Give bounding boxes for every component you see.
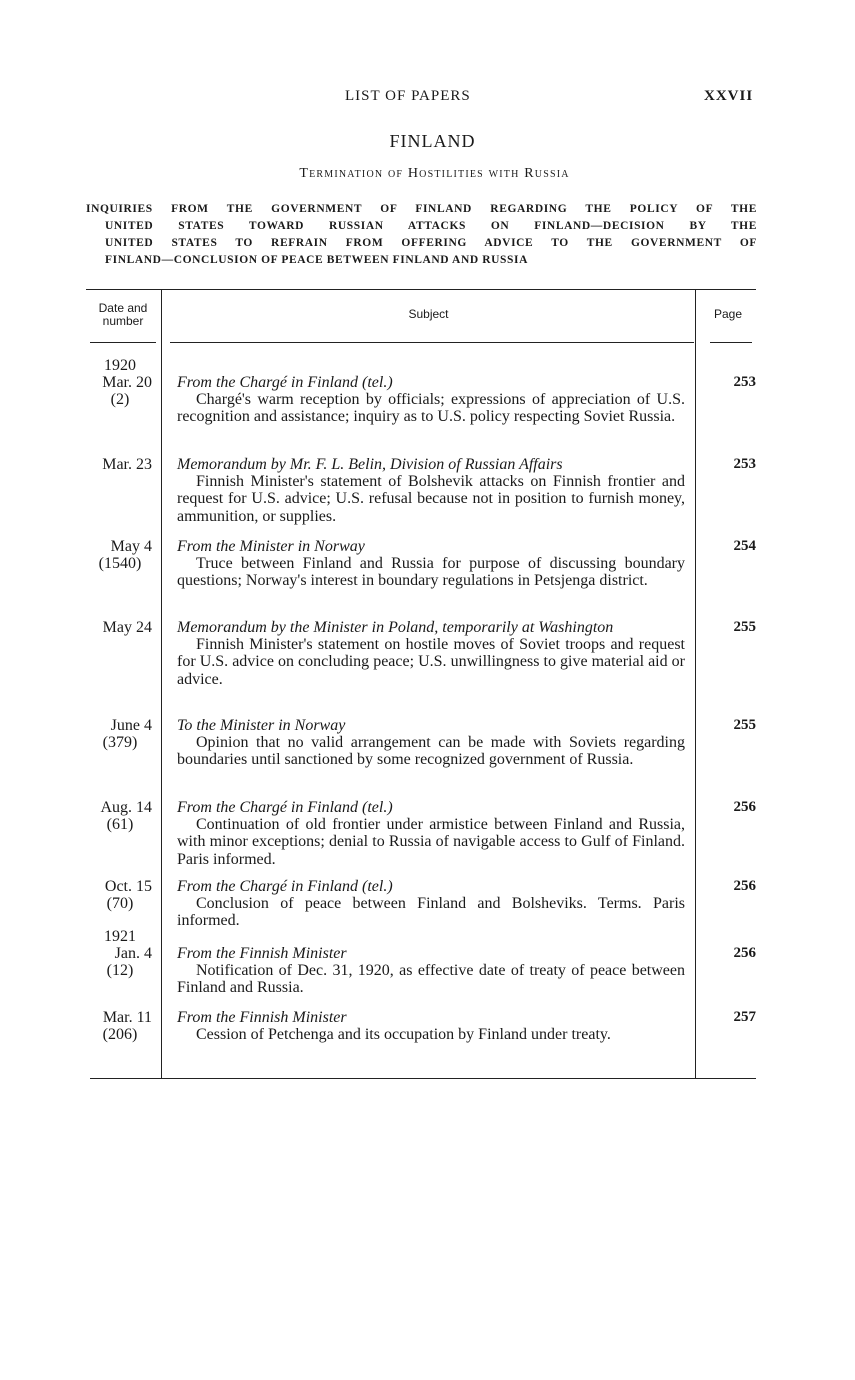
entry-description: Conclusion of peace between Finland and Bolsheviks. Terms. Paris informed. <box>177 895 685 930</box>
entry-year: 1920 <box>104 357 136 374</box>
summary-line: FINLAND—CONCLUSION OF PEACE BETWEEN FINLAND AND RUSSIA <box>105 254 529 266</box>
entry-page: 255 <box>733 619 756 635</box>
entry-description: Truce between Finland and Russia for purpose of discussing boundary questions; Norway's interest in boundary regulations in Petsjenga district. <box>177 555 685 590</box>
entry-page: 257 <box>733 1009 756 1025</box>
entry-title: From the Chargé in Finland (tel.) <box>177 374 393 391</box>
entry-description: Opinion that no valid arrangement can be made with Soviets regarding boundaries until sanctioned by some recognized government of Russia. <box>177 734 685 769</box>
section-summary <box>86 201 757 269</box>
entry-description: Notification of Dec. 31, 1920, as effective date of treaty of peace between Finland and Russia. <box>177 962 685 997</box>
table-top-rule <box>86 289 756 290</box>
entry-date <box>86 717 154 751</box>
entry-title: From the Chargé in Finland (tel.) <box>177 799 393 816</box>
entry-title: From the Minister in Norway <box>177 538 365 555</box>
table-bottom-rule <box>90 1078 756 1079</box>
entry-title: From the Chargé in Finland (tel.) <box>177 878 393 895</box>
entry-date <box>86 357 154 408</box>
entry-page: 254 <box>733 538 756 554</box>
entry-date-day: June 4 <box>110 717 152 734</box>
entry-number: (1540) <box>98 555 142 572</box>
entry-date <box>86 619 154 636</box>
column-header-subject: Subject <box>408 307 449 321</box>
summary-line: INQUIRIES FROM THE GOVERNMENT OF FINLAND REGARDING THE POLICY OF THE <box>86 203 757 215</box>
entry-subject <box>177 456 685 525</box>
entry-year: 1921 <box>104 928 136 945</box>
entry-subject <box>177 374 685 426</box>
entry-description: Finnish Minister's statement of Bolshevik attacks on Finnish frontier and request for U.S. advice; U.S. refusal because not in position to furnish money, ammunition, or supplies. <box>177 473 685 525</box>
entry-title: Memorandum by the Minister in Poland, temporarily at Washington <box>177 619 614 636</box>
entry-page: 255 <box>733 717 756 733</box>
entry-subject <box>177 619 685 688</box>
entry-description: Finnish Minister's statement on hostile moves of Soviet troops and request for U.S. advice on concluding peace; U.S. unwillingness to give material aid or advice. <box>177 636 685 688</box>
entry-date-day: Mar. 20 <box>102 374 152 391</box>
entry-title: From the Finnish Minister <box>177 945 347 962</box>
entry-title: Memorandum by Mr. F. L. Belin, Division of Russian Affairs <box>177 456 563 473</box>
entry-subject <box>177 538 685 590</box>
entry-date <box>86 799 154 833</box>
entry-description: Chargé's warm reception by officials; expressions of appreciation of U.S. recognition and assistance; inquiry as to U.S. policy respecting Soviet Russia. <box>177 391 685 426</box>
summary-line: UNITED STATES TO REFRAIN FROM OFFERING ADVICE TO THE GOVERNMENT OF <box>105 237 757 249</box>
running-head <box>0 88 855 110</box>
entry-date-day: Mar. 23 <box>102 456 152 473</box>
column-header-page: Page <box>713 307 743 321</box>
entry-number: (12) <box>106 962 134 979</box>
entry-date <box>86 1009 154 1043</box>
entry-number: (206) <box>102 1026 138 1043</box>
entry-date-day: Mar. 11 <box>102 1009 152 1026</box>
entry-date <box>86 456 154 473</box>
entry-number: (61) <box>106 816 134 833</box>
column-header-date: Date and number <box>98 301 148 328</box>
entry-date <box>86 538 154 572</box>
entry-subject <box>177 878 685 930</box>
entry-date <box>86 878 154 912</box>
section-title: Termination of Hostilities with Russia <box>299 166 570 181</box>
entry-subject <box>177 945 685 997</box>
page-number: XXVII <box>704 88 754 104</box>
entry-subject <box>177 717 685 769</box>
entry-page: 256 <box>733 799 756 815</box>
entry-page: 253 <box>733 374 756 390</box>
entry-number: (379) <box>102 734 138 751</box>
header-underline-date <box>90 342 156 343</box>
entry-date-day: Aug. 14 <box>100 799 152 816</box>
entry-page: 253 <box>733 456 756 472</box>
entry-page: 256 <box>733 878 756 894</box>
entry-subject <box>177 799 685 868</box>
entry-date-day: Oct. 15 <box>104 878 152 895</box>
entry-subject <box>177 1009 685 1043</box>
header-underline-subject <box>170 342 694 343</box>
entry-date-day: Jan. 4 <box>114 945 152 962</box>
entry-title: To the Minister in Norway <box>177 717 346 734</box>
column-divider-right <box>695 290 696 1078</box>
entry-title: From the Finnish Minister <box>177 1009 347 1026</box>
column-divider-left <box>161 290 162 1078</box>
entry-description: Cession of Petchenga and its occupation by Finland under treaty. <box>196 1026 611 1044</box>
country-heading: FINLAND <box>389 131 476 151</box>
summary-line: UNITED STATES TOWARD RUSSIAN ATTACKS ON FINLAND—DECISION BY THE <box>105 220 757 232</box>
entry-date-day: May 4 <box>110 538 152 555</box>
header-underline-page <box>710 342 752 343</box>
entry-page: 256 <box>733 945 756 961</box>
entry-date <box>86 928 154 979</box>
running-head-title: LIST OF PAPERS <box>345 88 471 104</box>
entry-date-day: May 24 <box>102 619 152 636</box>
entry-description: Continuation of old frontier under armistice between Finland and Russia, with minor exceptions; denial to Russia of navigable access to Gulf of Finland. Paris informed. <box>177 816 685 868</box>
entry-number: (2) <box>110 391 130 408</box>
entry-number: (70) <box>106 895 134 912</box>
